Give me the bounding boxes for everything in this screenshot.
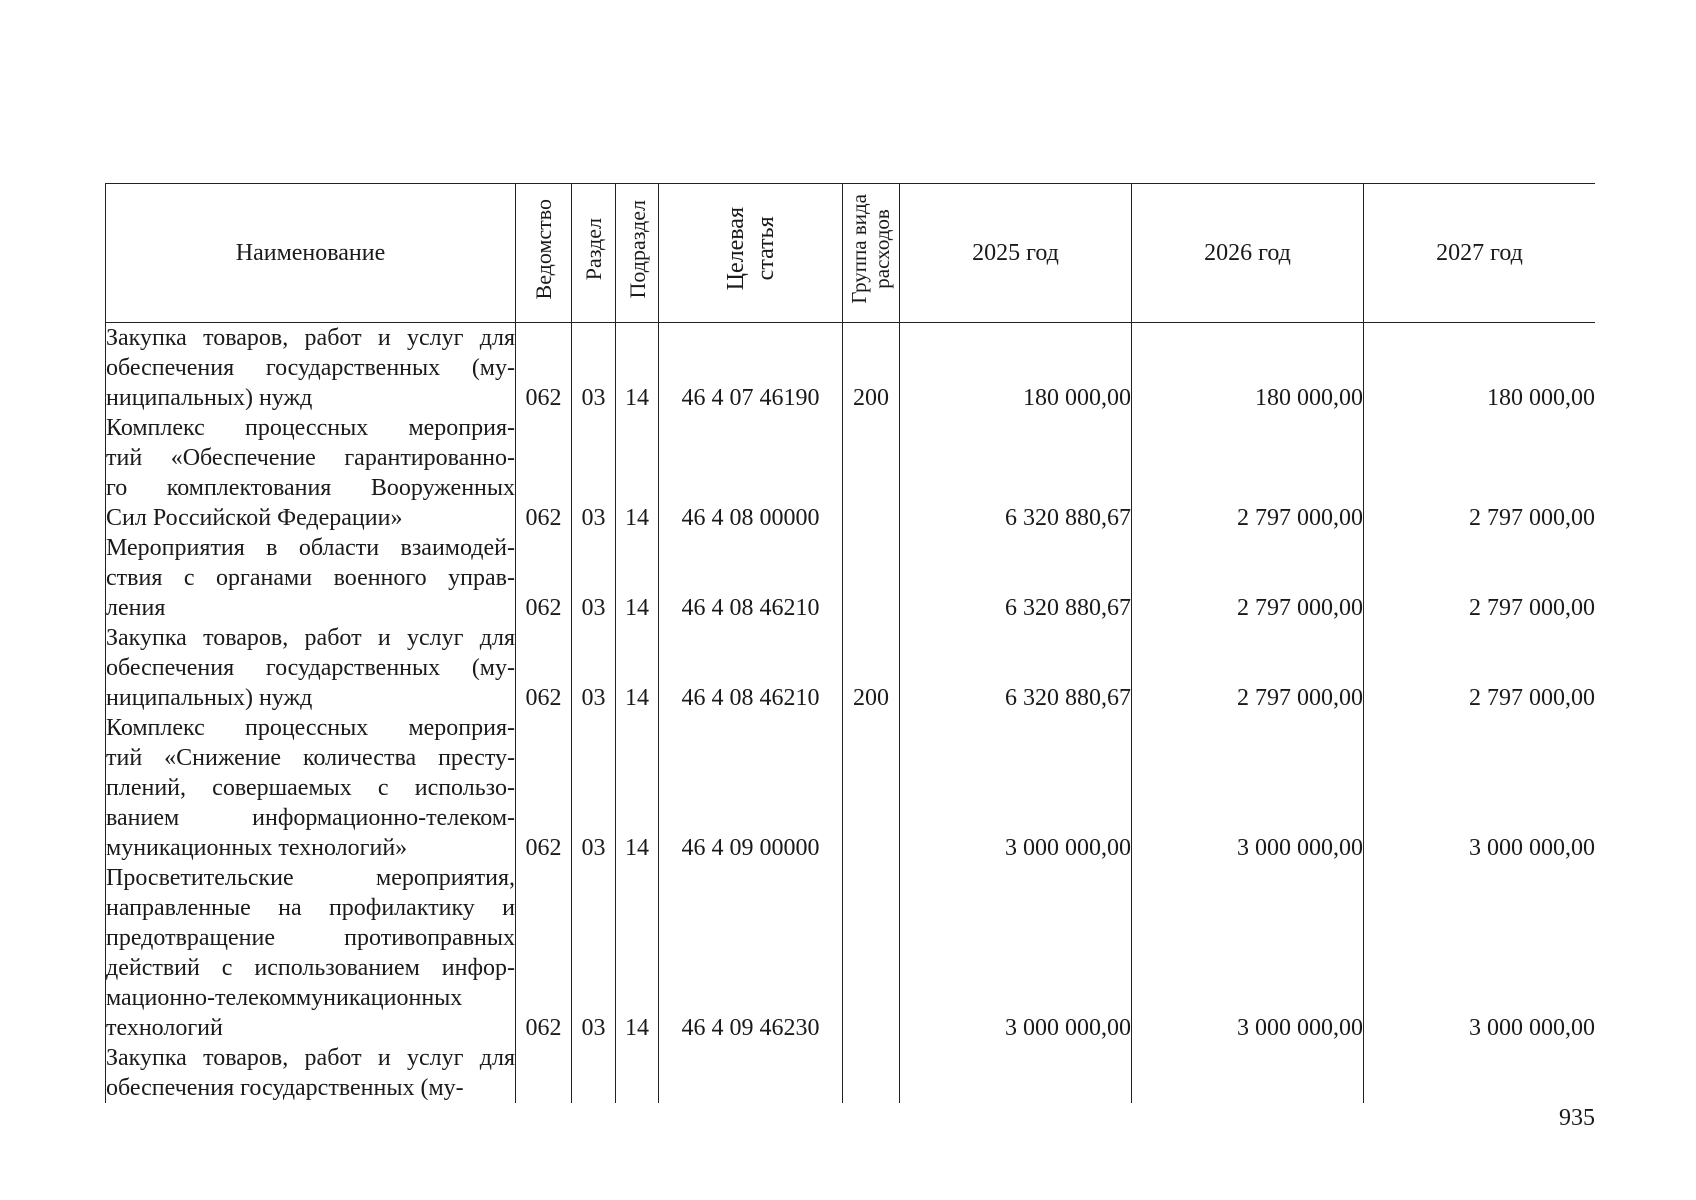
amount-2025-cell bbox=[900, 1043, 1132, 1103]
amount-2027-cell: 2 797 000,00 bbox=[1364, 533, 1596, 623]
table-row bbox=[106, 323, 1596, 414]
amount-2025-cell: 180 000,00 bbox=[900, 323, 1132, 414]
amount-2026-cell bbox=[1132, 1043, 1364, 1103]
vedomstvo-cell: 062 bbox=[516, 323, 572, 414]
vedomstvo-cell: 062 bbox=[516, 713, 572, 863]
amount-2027-cell: 3 000 000,00 bbox=[1364, 863, 1596, 1043]
razdel-cell: 03 bbox=[572, 533, 616, 623]
header-gruppa-vida-rashodov: Группа вида расходов bbox=[843, 184, 900, 323]
name-line: Мероприятия в области взаимодей- bbox=[106, 535, 515, 561]
name-cell bbox=[106, 323, 516, 414]
table-row bbox=[106, 713, 1596, 863]
name-line: муникационных технологий» bbox=[106, 835, 408, 861]
gruppa-cell bbox=[843, 863, 900, 1043]
name-line: плений, совершаемых с использо- bbox=[106, 775, 515, 801]
name-line: го комплектования Вооруженных bbox=[106, 475, 515, 501]
budget-table bbox=[105, 183, 1595, 1103]
amount-2025-cell: 6 320 880,67 bbox=[900, 533, 1132, 623]
podrazdel-cell: 14 bbox=[616, 413, 659, 533]
gruppa-cell bbox=[843, 533, 900, 623]
name-line: обеспечения государственных (му- bbox=[106, 355, 515, 381]
name-line: действий с использованием инфор- bbox=[106, 955, 515, 981]
razdel-cell: 03 bbox=[572, 863, 616, 1043]
header-vedomstvo: Ведомство bbox=[516, 184, 572, 323]
table-row bbox=[106, 533, 1596, 623]
name-line: направленные на профилактику и bbox=[106, 895, 515, 921]
razdel-cell bbox=[572, 1043, 616, 1103]
celevaya-statya-cell: 46 4 07 46190 bbox=[659, 323, 843, 414]
vedomstvo-cell: 062 bbox=[516, 413, 572, 533]
podrazdel-cell: 14 bbox=[616, 323, 659, 414]
name-line: обеспечения государственных (му- bbox=[106, 1075, 464, 1101]
amount-2026-cell: 180 000,00 bbox=[1132, 323, 1364, 414]
podrazdel-cell: 14 bbox=[616, 863, 659, 1043]
razdel-cell: 03 bbox=[572, 323, 616, 414]
header-2025: 2025 год bbox=[900, 184, 1132, 323]
amount-2027-cell: 2 797 000,00 bbox=[1364, 623, 1596, 713]
name-cell bbox=[106, 623, 516, 713]
name-line: ванием информационно-телеком- bbox=[106, 805, 515, 831]
gruppa-cell bbox=[843, 413, 900, 533]
header-name: Наименование bbox=[106, 184, 516, 323]
name-line: Комплекс процессных мероприя- bbox=[106, 715, 515, 741]
name-line: ниципальных) нужд bbox=[106, 385, 313, 411]
name-line: Закупка товаров, работ и услуг для bbox=[106, 1045, 515, 1071]
podrazdel-cell bbox=[616, 1043, 659, 1103]
amount-2027-cell: 2 797 000,00 bbox=[1364, 413, 1596, 533]
amount-2026-cell: 2 797 000,00 bbox=[1132, 623, 1364, 713]
celevaya-statya-cell: 46 4 08 46210 bbox=[659, 623, 843, 713]
razdel-cell: 03 bbox=[572, 413, 616, 533]
header-podrazdel: Подраздел bbox=[616, 184, 659, 323]
gruppa-cell bbox=[843, 1043, 900, 1103]
name-cell bbox=[106, 533, 516, 623]
name-line: ниципальных) нужд bbox=[106, 685, 313, 711]
header-celevaya-statya: Целевая статья bbox=[659, 184, 843, 323]
name-line: тий «Снижение количества престу- bbox=[106, 745, 515, 771]
budget-table-container bbox=[105, 183, 1595, 1104]
name-line: предотвращение противоправных bbox=[106, 925, 515, 951]
table-row bbox=[106, 623, 1596, 713]
amount-2025-cell: 3 000 000,00 bbox=[900, 863, 1132, 1043]
podrazdel-cell: 14 bbox=[616, 713, 659, 863]
name-line: Просветительские мероприятия, bbox=[106, 865, 515, 891]
amount-2025-cell: 6 320 880,67 bbox=[900, 623, 1132, 713]
amount-2026-cell: 3 000 000,00 bbox=[1132, 713, 1364, 863]
amount-2025-cell: 6 320 880,67 bbox=[900, 413, 1132, 533]
table-row bbox=[106, 413, 1596, 533]
table-body bbox=[106, 323, 1596, 1104]
gruppa-cell: 200 bbox=[843, 323, 900, 414]
amount-2026-cell: 2 797 000,00 bbox=[1132, 413, 1364, 533]
amount-2025-cell: 3 000 000,00 bbox=[900, 713, 1132, 863]
name-line: Закупка товаров, работ и услуг для bbox=[106, 325, 515, 351]
razdel-cell: 03 bbox=[572, 713, 616, 863]
vedomstvo-cell: 062 bbox=[516, 623, 572, 713]
podrazdel-cell: 14 bbox=[616, 623, 659, 713]
table-row bbox=[106, 1043, 1596, 1103]
amount-2027-cell: 180 000,00 bbox=[1364, 323, 1596, 414]
celevaya-statya-cell bbox=[659, 1043, 843, 1103]
name-line: Комплекс процессных мероприя- bbox=[106, 415, 515, 441]
header-razdel: Раздел bbox=[572, 184, 616, 323]
razdel-cell: 03 bbox=[572, 623, 616, 713]
celevaya-statya-cell: 46 4 08 00000 bbox=[659, 413, 843, 533]
table-row bbox=[106, 863, 1596, 1043]
gruppa-cell: 200 bbox=[843, 623, 900, 713]
name-line: ствия с органами военного управ- bbox=[106, 565, 515, 591]
podrazdel-cell: 14 bbox=[616, 533, 659, 623]
name-cell bbox=[106, 1043, 516, 1103]
name-line: обеспечения государственных (му- bbox=[106, 655, 515, 681]
name-line: тий «Обеспечение гарантированно- bbox=[106, 445, 515, 471]
name-cell bbox=[106, 413, 516, 533]
celevaya-statya-cell: 46 4 08 46210 bbox=[659, 533, 843, 623]
vedomstvo-cell: 062 bbox=[516, 533, 572, 623]
name-cell bbox=[106, 863, 516, 1043]
vedomstvo-cell bbox=[516, 1043, 572, 1103]
page-number: 935 bbox=[1559, 1105, 1595, 1131]
name-line: мационно-телекоммуникационных bbox=[106, 985, 463, 1011]
celevaya-statya-cell: 46 4 09 00000 bbox=[659, 713, 843, 863]
name-cell bbox=[106, 713, 516, 863]
header-2026: 2026 год bbox=[1132, 184, 1364, 323]
header-2027: 2027 год bbox=[1364, 184, 1596, 323]
name-line: ления bbox=[106, 595, 166, 621]
amount-2027-cell: 3 000 000,00 bbox=[1364, 713, 1596, 863]
amount-2026-cell: 3 000 000,00 bbox=[1132, 863, 1364, 1043]
table-header-row bbox=[106, 184, 1596, 323]
amount-2027-cell bbox=[1364, 1043, 1596, 1103]
celevaya-statya-cell: 46 4 09 46230 bbox=[659, 863, 843, 1043]
gruppa-cell bbox=[843, 713, 900, 863]
name-line: Закупка товаров, работ и услуг для bbox=[106, 625, 515, 651]
name-line: Сил Российской Федерации» bbox=[106, 505, 403, 531]
vedomstvo-cell: 062 bbox=[516, 863, 572, 1043]
name-line: технологий bbox=[106, 1015, 223, 1041]
amount-2026-cell: 2 797 000,00 bbox=[1132, 533, 1364, 623]
